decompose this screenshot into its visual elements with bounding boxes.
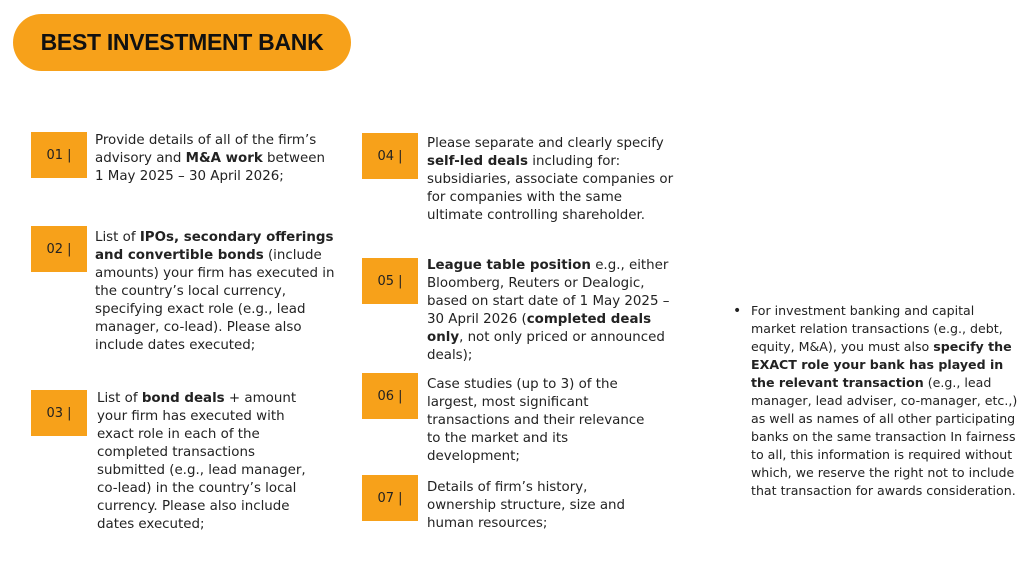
body-text: List of bbox=[95, 230, 140, 245]
requirement-text bbox=[95, 132, 331, 186]
body-text: + amount your firm has executed with exact role in each of the completed transactions submitted (e.g., lead manager, co-lead) in the country’s local currency. Please also include dates executed; bbox=[97, 391, 306, 532]
emphasis-text: League table position bbox=[427, 258, 591, 273]
emphasis-text: specify the EXACT role your bank has played in the relevant transaction bbox=[751, 339, 1012, 390]
bullet-icon: • bbox=[733, 303, 742, 319]
body-text: Please separate and clearly specify bbox=[427, 136, 664, 151]
emphasis-text: self-led deals bbox=[427, 154, 528, 169]
emphasis-text: bond deals bbox=[141, 391, 225, 406]
note-text bbox=[751, 302, 1019, 500]
requirement-text bbox=[427, 257, 685, 365]
requirement-text bbox=[95, 229, 335, 355]
item-number-badge: 07 | bbox=[362, 475, 418, 521]
item-number-badge: 05 | bbox=[362, 258, 418, 304]
requirement-text bbox=[427, 135, 677, 225]
body-text: between 1 May 2025 – 30 April 2026; bbox=[95, 151, 325, 184]
body-text: (include amounts) your firm has executed in the country’s local currency, specifying exact role (e.g., lead manager, co-lead). Please also include dates executed; bbox=[95, 248, 335, 353]
body-text: including for: subsidiaries, associate companies or for companies with the same ultimate controlling shareholder. bbox=[427, 154, 674, 223]
body-text: For investment banking and capital market relation transactions (e.g., debt, equity, M&A), you must also bbox=[751, 303, 1003, 354]
body-text: Details of firm’s history, ownership structure, size and human resources; bbox=[427, 480, 626, 531]
item-number-badge: 03 | bbox=[31, 390, 87, 436]
body-text: (e.g., lead manager, lead adviser, co-manager, etc.,) as well as names of all other participating banks on the same transaction In fairness to all, this information is required without which, we reserve the right not to include that transaction for awards consideration. bbox=[751, 375, 1018, 498]
body-text: List of bbox=[97, 391, 142, 406]
emphasis-text: M&A work bbox=[185, 151, 263, 166]
title-banner bbox=[13, 14, 351, 71]
page-title: BEST INVESTMENT BANK bbox=[40, 29, 324, 55]
emphasis-text: completed deals only bbox=[427, 312, 652, 345]
body-text: Provide details of all of the firm’s advisory and bbox=[95, 133, 317, 166]
item-number-badge: 02 | bbox=[31, 226, 87, 272]
requirement-text bbox=[427, 479, 657, 533]
item-number-badge: 01 | bbox=[31, 132, 87, 178]
body-text: Case studies (up to 3) of the largest, most significant transactions and their relevance to the market and its development; bbox=[427, 377, 645, 464]
body-text: e.g., either Bloomberg, Reuters or Dealogic, based on start date of 1 May 2025 – 30 April 2026 ( bbox=[427, 258, 670, 327]
body-text: , not only priced or announced deals); bbox=[427, 330, 665, 363]
emphasis-text: IPOs, secondary offerings and convertible bonds bbox=[95, 230, 334, 263]
item-number-badge: 04 | bbox=[362, 133, 418, 179]
item-number-badge: 06 | bbox=[362, 373, 418, 419]
requirement-text bbox=[97, 390, 325, 534]
requirement-text bbox=[427, 376, 657, 466]
